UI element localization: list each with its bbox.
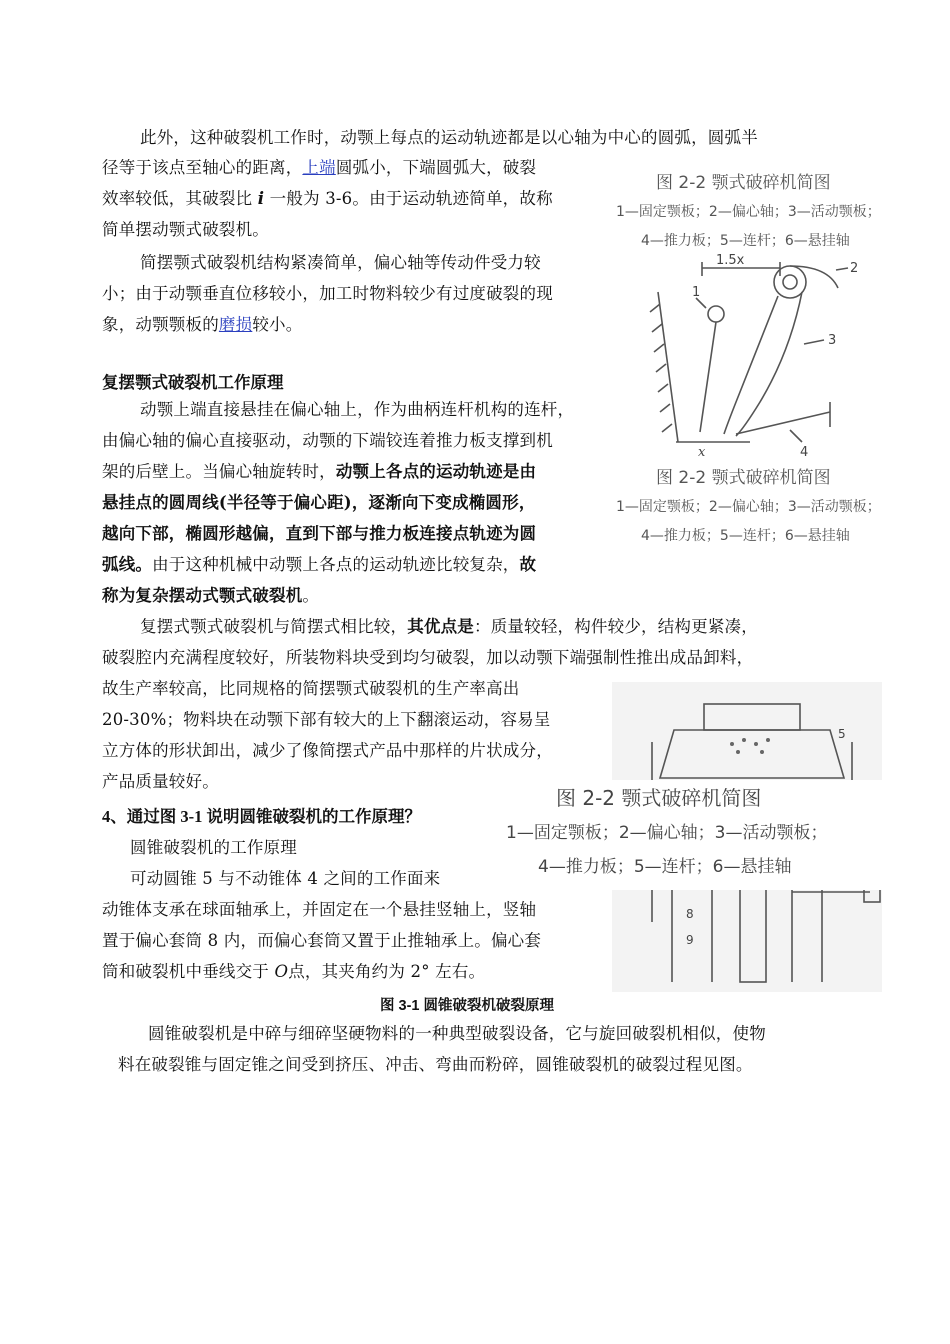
jaw-label-3: 3 bbox=[828, 333, 837, 348]
section-heading-compound-jaw: 复摆颚式破裂机工作原理 bbox=[102, 373, 284, 392]
para2-line3-a: 象，动颚颚板的 bbox=[102, 315, 219, 334]
para5-line3: 置于偏心套筒 8 内，而偏心套筒又置于止推轴承上。偏心套 bbox=[102, 931, 542, 950]
para1-line4: 简单摆动颚式破裂机。 bbox=[102, 220, 269, 239]
jaw-label-4: 4 bbox=[800, 445, 809, 460]
para1-line3-b: 一般为 3-6。由于运动轨迹简单，故称 bbox=[264, 189, 553, 208]
para1-line2-a: 径等于该点至轴心的距离， bbox=[102, 158, 303, 177]
link-upper-end[interactable]: 上端 bbox=[302, 158, 336, 177]
para4-line5: 立方体的形状卸出，减少了像简摆式产品中那样的片状成分， bbox=[102, 741, 553, 760]
figure-3-1-caption: 图 3-1 圆锥破裂机破裂原理 bbox=[380, 998, 555, 1014]
para5-line1: 可动圆锥 5 与不动锥体 4 之间的工作面来 bbox=[130, 869, 441, 888]
scan-caption-title-2: 图 2-2 颚式破碎机简图 bbox=[656, 468, 831, 488]
para4-line2: 破裂腔内充满程度较好，所装物料块受到均匀破裂，加以动颚下端强制性推出成品卸料， bbox=[102, 648, 754, 667]
para2-line3-b: 较小。 bbox=[252, 315, 303, 334]
para3-line5: 越向下部，椭圆形越偏，直到下部与推力板连接点轨迹为圆 bbox=[102, 524, 537, 543]
para6-line1: 圆锥破裂机是中碎与细碎坚硬物料的一种典型破裂设备，它与旋回破裂机相似，使物 bbox=[148, 1024, 766, 1043]
para4-line6: 产品质量较好。 bbox=[102, 772, 219, 791]
para5-line4-a: 筒和破裂机中垂线交于 bbox=[102, 962, 275, 981]
para4-line4: 20-30%；物料块在动颚下部有较大的上下翻滚运动，容易呈 bbox=[102, 710, 551, 729]
para3-line4: 悬挂点的圆周线(半径等于偏心距)，逐渐向下变成椭圆形， bbox=[102, 493, 536, 512]
cone-label-8: 8 bbox=[686, 907, 694, 921]
para2-line3 bbox=[102, 315, 302, 335]
para2-line2: 小；由于动颚垂直位移较小，加工时物料较少有过度破裂的现 bbox=[102, 284, 553, 303]
para5-line4 bbox=[102, 962, 485, 982]
question-4: 4、通过图 3-1 说明圆锥破裂机的工作原理？ bbox=[102, 807, 421, 826]
jaw-label-1: 1 bbox=[692, 285, 701, 300]
scan-caption-legend1-2: 1—固定颚板；2—偏心轴；3—活动颚板； bbox=[616, 499, 881, 515]
para4-line1-b: 其优点是 bbox=[407, 617, 475, 636]
para3-line3 bbox=[102, 462, 536, 482]
para3-line6-a: 弧线。 bbox=[102, 555, 153, 574]
para3-line1: 动颚上端直接悬挂在偏心轴上，作为曲柄连杆机构的连杆， bbox=[140, 400, 575, 419]
para3-line3-a: 架的后壁上。当偏心轴旋转时， bbox=[102, 462, 336, 481]
para1-line1: 此外，这种破裂机工作时，动颚上每点的运动轨迹都是以心轴为中心的圆弧，圆弧半 bbox=[140, 128, 758, 147]
para1-line3-a: 效率较低，其破裂比 bbox=[102, 189, 258, 208]
scan-caption-legend2-2: 4—推力板；5—连杆；6—悬挂轴 bbox=[641, 528, 850, 544]
scan-caption-legend2-3: 4—推力板；5—连杆；6—悬挂轴 bbox=[538, 857, 792, 877]
para3-line7 bbox=[102, 586, 319, 606]
scan-caption-legend2-1: 4—推力板；5—连杆；6—悬挂轴 bbox=[641, 233, 850, 249]
cone-label-5: 5 bbox=[838, 727, 846, 741]
para4-line3: 故生产率较高，比同规格的简摆颚式破裂机的生产率高出 bbox=[102, 679, 520, 698]
para4-line1 bbox=[140, 617, 758, 637]
para4-line1-c: ：质量较轻，构件较少，结构更紧凑， bbox=[474, 617, 758, 636]
ratio-symbol: i bbox=[257, 189, 265, 208]
para3-line6-c: 故 bbox=[519, 555, 537, 574]
cone-label-9: 9 bbox=[686, 933, 694, 947]
para3-line7-b: 。 bbox=[302, 586, 320, 605]
para3-line6 bbox=[102, 555, 536, 575]
scan-caption-title-1: 图 2-2 颚式破碎机简图 bbox=[656, 173, 831, 193]
para4-line1-a: 复摆式颚式破裂机与简摆式相比较， bbox=[140, 617, 408, 636]
jaw-crusher-diagram bbox=[640, 252, 870, 462]
para2-line1: 简摆颚式破裂机结构紧凑简单，偏心轴等传动件受力较 bbox=[140, 253, 541, 272]
para5-line4-b: 点，其夹角约为 2° 左右。 bbox=[288, 962, 486, 981]
link-wear[interactable]: 磨损 bbox=[218, 315, 253, 334]
point-o: O bbox=[274, 962, 289, 981]
para3-line7-a: 称为复杂摆动式颚式破裂机 bbox=[102, 586, 303, 605]
para6-line2: 料在破裂锥与固定锥之间受到挤压、冲击、弯曲而粉碎，圆锥破裂机的破裂过程见图。 bbox=[118, 1055, 753, 1074]
para1-line2 bbox=[102, 158, 536, 178]
jaw-dim-label: 1.5x bbox=[716, 253, 745, 268]
jaw-label-x: x bbox=[698, 445, 706, 460]
para3-line3-b: 动颚上各点的运动轨迹是由 bbox=[335, 462, 537, 481]
scan-caption-title-3: 图 2-2 颚式破碎机简图 bbox=[556, 786, 762, 810]
para1-line2-b: 圆弧小，下端圆弧大，破裂 bbox=[335, 158, 537, 177]
jaw-label-2: 2 bbox=[850, 261, 859, 276]
scan-caption-legend1-1: 1—固定颚板；2—偏心轴；3—活动颚板； bbox=[616, 204, 881, 220]
scan-caption-legend1-3: 1—固定颚板；2—偏心轴；3—活动颚板； bbox=[506, 823, 828, 843]
para3-line6-b: 由于这种机械中动颚上各点的运动轨迹比较复杂， bbox=[152, 555, 520, 574]
para3-line2: 由偏心轴的偏心直接驱动，动颚的下端铰连着推力板支撑到机 bbox=[102, 431, 553, 450]
para5-line2: 动锥体支承在球面轴承上，并固定在一个悬挂竖轴上，竖轴 bbox=[102, 900, 537, 919]
para1-line3 bbox=[102, 189, 553, 209]
para5-title: 圆锥破裂机的工作原理 bbox=[130, 838, 297, 857]
